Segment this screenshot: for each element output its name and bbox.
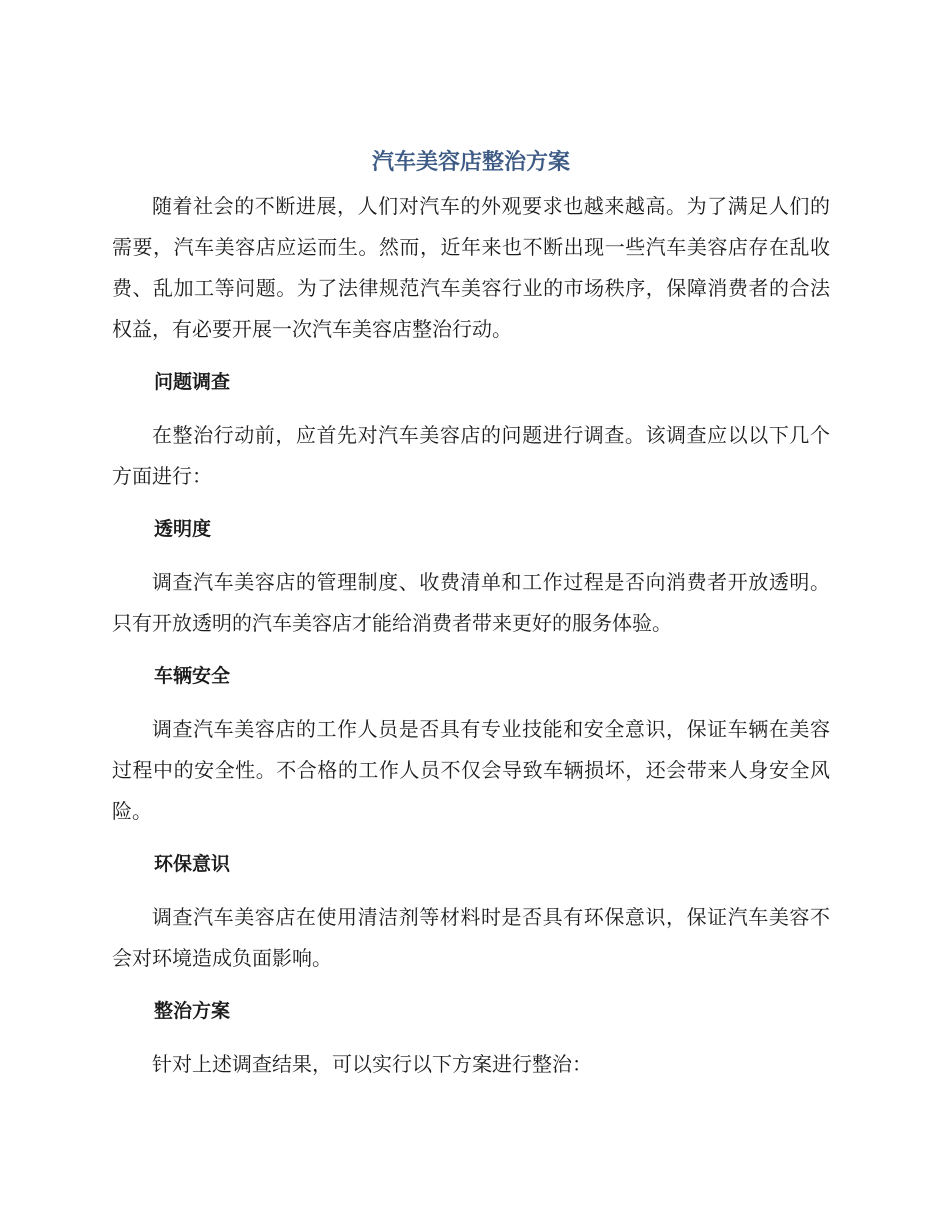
document-title: 汽车美容店整治方案 — [371, 150, 570, 175]
spacer — [112, 1032, 830, 1044]
section-body-investigation: 在整治行动前，应首先对汽车美容店的问题进行调查。该调查应以以下几个方面进行： — [112, 423, 830, 488]
spacer — [112, 832, 830, 844]
section-body-environmental: 调查汽车美容店在使用清洁剂等材料时是否具有环保意识，保证汽车美容不会对环境造成负面影响。 — [112, 905, 830, 970]
document-page — [112, 140, 830, 1085]
spacer — [112, 885, 830, 897]
section-heading-transparency: 透明度 — [154, 518, 212, 540]
section-body-vehicle-safety: 调查汽车美容店的工作人员是否具有专业技能和安全意识，保证车辆在美容过程中的安全性。不合格的工作人员不仅会导致车辆损坏，还会带来人身安全风险。 — [112, 717, 830, 823]
section-heading-investigation: 问题调查 — [154, 371, 231, 393]
spacer — [112, 550, 830, 562]
spacer — [112, 403, 830, 415]
section-heading-plan: 整治方案 — [154, 1000, 231, 1022]
intro-paragraph: 随着社会的不断进展，人们对汽车的外观要求也越来越高。为了满足人们的需要，汽车美容店应运而生。然而，近年来也不断出现一些汽车美容店存在乱收费、乱加工等问题。为了法律规范汽车美容行业的市场秩序，保障消费者的合法权益，有必要开展一次汽车美容店整治行动。 — [112, 194, 830, 341]
spacer — [112, 350, 830, 362]
section-heading-vehicle-safety: 车辆安全 — [154, 665, 231, 687]
section-heading-environmental: 环保意识 — [154, 853, 231, 875]
section-body-transparency: 调查汽车美容店的管理制度、收费清单和工作过程是否向消费者开放透明。只有开放透明的汽车美容店才能给消费者带来更好的服务体验。 — [112, 570, 830, 635]
spacer — [112, 979, 830, 991]
spacer — [112, 497, 830, 509]
section-body-plan: 针对上述调查结果，可以实行以下方案进行整治： — [152, 1052, 592, 1076]
spacer — [112, 697, 830, 709]
spacer — [112, 644, 830, 656]
